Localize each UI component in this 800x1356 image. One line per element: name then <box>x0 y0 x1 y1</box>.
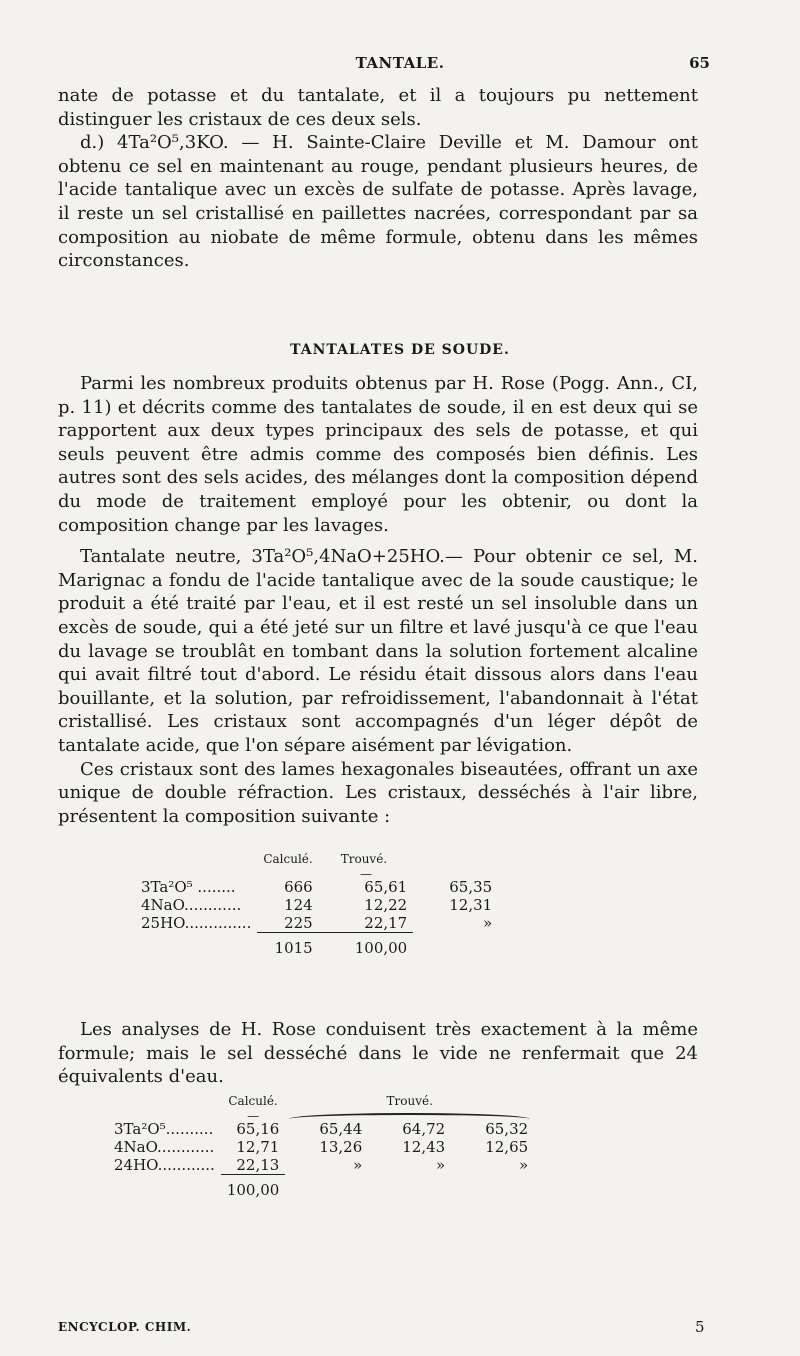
found-value: » <box>483 914 493 933</box>
paragraph: Les analyses de H. Rose conduisent très exactement à la même formule; mais le sel desséché dans le vide ne renfermait que 24 équivalents d'eau. <box>58 1019 698 1088</box>
footer-signature: ENCYCLOP. CHIM. <box>58 1320 192 1334</box>
calc-value: 225 <box>257 914 318 933</box>
total-calc: 1015 <box>274 939 313 957</box>
header-title: TANTALE. <box>355 54 445 72</box>
text-block-after-table <box>58 1018 698 1089</box>
col-header-calc: Calculé. <box>263 852 313 866</box>
found-value: 64,72 <box>402 1120 446 1138</box>
found-value: » <box>436 1156 446 1175</box>
row-label: 3Ta²O⁵.......... <box>114 1120 214 1138</box>
footer-sheet-number: 5 <box>695 1318 705 1336</box>
dash: — <box>247 1109 260 1123</box>
calc-value: 65,16 <box>236 1120 280 1138</box>
text-block-mid <box>58 372 698 828</box>
paragraph: Parmi les nombreux produits obtenus par H. Rose (Pogg. Ann., CI, p. 11) et décrits comme des tantalates de soude, il en est deux qui se rapportent aux deux types principaux des sels de potasse, et qui seuls peuvent être admis comme des composés bien définis. Les autres sont des sels acides, des mélanges dont la composition dépend du mode de traitement employé pour les obtenir, ou dont la composition change par les lavages. <box>58 373 698 536</box>
paragraph: Tantalate neutre, 3Ta²O⁵,4NaO+25HO.— Pour obtenir ce sel, M. Marignac a fondu de l'acide tantalique avec de la soude caustique; le produit a été traité par l'eau, et il est resté un sel insoluble dans un excès de soude, qui a été jeté sur un filtre et lavé jusqu'à ce que l'eau du lavage se troublât en tombant dans la solution fortement alcaline qui avait filtré tout d'abord. Le résidu était dissous alors dans l'eau bouillante, et la solution, par refroidissement, l'abandonnait à l'état cristallisé. Les cristaux sont accompagnés d'un léger dépôt de tantalate acide, que l'on sépare aisément par lévigation. <box>58 546 698 756</box>
table-row <box>135 914 498 933</box>
found-value: 65,35 <box>449 878 493 896</box>
paragraph: d.) 4Ta²O⁵,3KO. — H. Sainte-Claire Deville et M. Damour ont obtenu ce sel en maintenant au rouge, pendant plusieurs heures, de l'acide tantalique avec un excès de sulfate de potasse. Après lavage, il reste un sel cristallisé en paillettes nacrées, correspondant par sa composition au niobate de même formule, obtenu dans les mêmes circonstances. <box>58 132 698 272</box>
found-value: 12,22 <box>364 896 408 914</box>
found-value: 12,65 <box>485 1138 529 1156</box>
found-brace <box>289 1113 530 1119</box>
table-row <box>108 1138 534 1156</box>
table-total-row <box>108 1175 534 1200</box>
found-value: 22,17 <box>319 914 414 933</box>
composition-table-2 <box>108 1094 534 1199</box>
calc-value: 12,71 <box>236 1138 280 1156</box>
section-title: TANTALATES DE SOUDE. <box>290 342 510 358</box>
calc-value: 124 <box>284 896 313 914</box>
row-label: 4NaO............ <box>141 896 242 914</box>
found-value: 12,43 <box>402 1138 446 1156</box>
row-label: 3Ta²O⁵ ........ <box>141 878 236 896</box>
composition-table-1 <box>135 852 498 957</box>
dash: — <box>359 867 372 881</box>
found-value: 13,26 <box>319 1138 363 1156</box>
paragraph: nate de potasse et du tantalate, et il a toujours pu nettement distinguer les cristaux de ces deux sels. <box>58 85 698 130</box>
total-found: 100,00 <box>354 939 408 957</box>
table-row <box>135 878 498 896</box>
found-value: » <box>518 1156 529 1175</box>
found-value: 65,44 <box>319 1120 363 1138</box>
total-calc: 100,00 <box>226 1181 280 1199</box>
running-header <box>0 54 800 78</box>
text-block-top <box>58 84 698 273</box>
row-label: 24HO............ <box>114 1156 215 1175</box>
col-header-found: Trouvé. <box>386 1094 433 1108</box>
found-value: » <box>353 1156 363 1175</box>
calc-value: 666 <box>284 878 313 896</box>
table-row <box>108 1156 534 1175</box>
found-value: 65,61 <box>364 878 408 896</box>
table-row <box>108 1120 534 1138</box>
calc-value: 22,13 <box>221 1156 286 1175</box>
paragraph: Ces cristaux sont des lames hexagonales biseautées, offrant un axe unique de double réfraction. Les cristaux, desséchés à l'air libre, présentent la composition suivante : <box>58 758 698 827</box>
row-label: 25HO.............. <box>141 914 252 933</box>
row-label: 4NaO............ <box>114 1138 215 1156</box>
col-header-calc: Calculé. <box>228 1094 278 1108</box>
page-number: 65 <box>689 54 710 72</box>
found-value: 65,32 <box>485 1120 529 1138</box>
found-value: 12,31 <box>449 896 493 914</box>
col-header-found: Trouvé. <box>340 852 388 866</box>
table-total-row <box>135 933 498 958</box>
table-row <box>135 896 498 914</box>
